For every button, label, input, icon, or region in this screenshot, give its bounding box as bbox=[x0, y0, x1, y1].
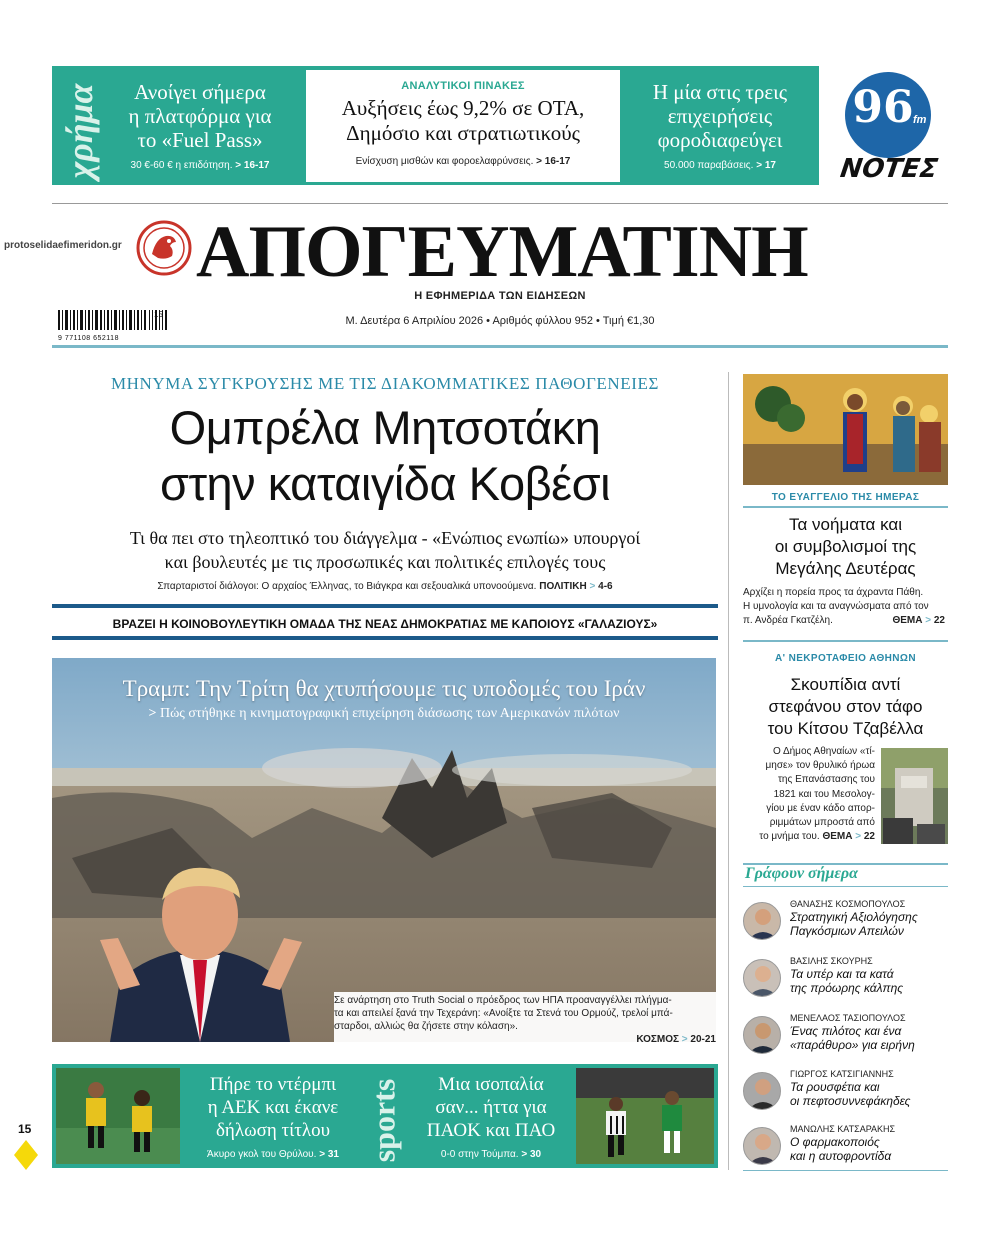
aek-sub: Άκυρο γκολ του Θρύλου. > 31 bbox=[207, 1149, 339, 1160]
gospel-kicker: ΤΟ ΕΥΑΓΓΕΛΙΟ ΤΗΣ ΗΜΕΡΑΣ bbox=[771, 492, 920, 503]
gospel-body: Αρχίζει η πορεία προς τα άχραντα Πάθη. Η υμνολογία και τα αναγνώσματα από τον π. Ανδρέα Γκατζέλη. ΘΕΜΑ > 22 bbox=[743, 587, 945, 626]
lead-rule-bottom bbox=[52, 636, 718, 640]
radio-promo[interactable] bbox=[835, 70, 945, 188]
paok-photo[interactable] bbox=[576, 1068, 714, 1164]
photo-caption: Σε ανάρτηση στο Truth Social ο πρόεδρος των ΗΠΑ προαναγγέλλει πλήγμα- τα και απειλεί ξανά την Τεχεράνη: «Ανοίξτε τα Στενά του Ορμούζ, τρελοί μπά- σταρδοι, αλλιώς θα ζήσετε στην κόλαση». ΚΟΣΜΟΣ > 20-21 bbox=[334, 992, 718, 1048]
sidebar-rule-3 bbox=[743, 886, 948, 887]
columnist-1[interactable]: ΘΑΝΑΣΗΣ ΚΟΣΜΟΠΟΥΛΟΣ Στρατηγική Αξιολόγησης Παγκόσμιων Απειλών bbox=[743, 898, 953, 950]
cemetery-body: Ο Δήμος Αθηναίων «τί- μησε» τον θρυλικό ήρωα της Επανάστασης του 1821 και του Μεσολογ- γίου με έναν κάδο απορ- ριμμάτων μπροστά από το μνήμα του. ΘΕΜΑ > 22 bbox=[759, 746, 875, 843]
lead-kicker: ΜΗΝΥΜΑ ΣΥΓΚΡΟΥΣΗΣ ΜΕ ΤΙΣ ΔΙΑΚΟΜΜΑΤΙΚΕΣ ΠΑΘΟΓΕΝΕΙΕΣ bbox=[110, 374, 660, 393]
gospel-headline[interactable]: Τα νοήματα και οι συμβολισμοί της Μεγάλης Δευτέρας bbox=[774, 515, 917, 578]
aek-photo[interactable] bbox=[56, 1068, 180, 1164]
lead-rule-top bbox=[52, 604, 718, 608]
lead-sub: Σπαρταριστοί διάλογοι: Ο αρχαίος Έλληνας, το Βιάγκρα και σεξουαλικά υπονοούμενα. ΠΟΛΙΤΙΚΗ > 4-6 bbox=[157, 581, 613, 592]
grave-photo[interactable] bbox=[881, 748, 948, 844]
cemetery-headline[interactable]: Σκουπίδια αντί στεφάνου στον τάφο του Κίτσου Τζαβέλλα bbox=[767, 675, 924, 738]
photo-headline[interactable]: Τραμπ: Την Τρίτη θα χτυπήσουμε τις υποδομές του Ιράν bbox=[122, 676, 646, 701]
salary-headline: Αυξήσεις έως 9,2% σε ΟΤΑ, Δημόσιο και στρατιωτικούς bbox=[341, 96, 585, 145]
lead-headline[interactable]: Ομπρέλα Μητσοτάκη στην καταιγίδα Κοβέσι bbox=[159, 401, 611, 510]
masthead-tagline: Η ΕΦΗΜΕΡΙΔΑ ΤΩΝ ΕΙΔΗΣΕΩΝ bbox=[414, 290, 586, 302]
money-headline[interactable]: Ανοίγει σήμερα η πλατφόρμα για το «Fuel Pass» bbox=[128, 80, 272, 152]
columnists-title: Γράφουν σήμερα bbox=[745, 865, 859, 882]
columnist-4[interactable]: ΓΙΩΡΓΟΣ ΚΑΤΣΙΓΙΑΝΝΗΣ Τα ρουσφέτια και οι πεφτοσυννεφάκηδες bbox=[743, 1068, 953, 1120]
icon-photo[interactable] bbox=[743, 374, 948, 485]
masthead-logo-icon bbox=[136, 220, 192, 276]
cemetery-kicker: Α' ΝΕΚΡΟΤΑΦΕΙΟ ΑΘΗΝΩΝ bbox=[775, 653, 916, 664]
barcode-issue: 15 bbox=[154, 310, 163, 319]
avatar bbox=[743, 1016, 781, 1054]
date-line: Μ. Δευτέρα 6 Απριλίου 2026 • Αριθμός φύλλου 952 • Τιμή €1,30 bbox=[345, 315, 655, 327]
columnist-2[interactable]: ΒΑΣΙΛΗΣ ΣΚΟΥΡΗΣ Τα υπέρ και τα κατά της πρόωρης κάλπης bbox=[743, 955, 953, 1007]
side-url: protoselidaefimeridon.gr bbox=[4, 240, 122, 251]
salary-sub: Ενίσχυση μισθών και φοροελαφρύνσεις. > 16-17 bbox=[355, 156, 571, 167]
lead-deck: Τι θα πει στο τηλεοπτικό του διάγγελμα - «Ενώπιος ενωπίω» υπουργοί και βουλευτές με τις προσωπικές και πολιτικές επιλογές τους bbox=[129, 528, 641, 572]
money-sub: 30 €-60 € η επιδότηση. > 16-17 bbox=[130, 160, 270, 171]
masthead-title: ΑΠΟΓΕΥΜΑΤΙΝΗ bbox=[196, 211, 808, 293]
avatar bbox=[743, 959, 781, 997]
trump-portrait bbox=[80, 860, 320, 1042]
masthead-rule bbox=[52, 345, 948, 348]
paok-headline[interactable]: Μια ισοπαλία σαν... ήττα για ΠΑΟΚ και ΠΑΟ bbox=[426, 1074, 556, 1141]
radio-suffix: fm bbox=[913, 114, 927, 126]
paok-sub: 0-0 στην Τούμπα. > 30 bbox=[440, 1149, 542, 1160]
barcode: 9 771108 652118 bbox=[58, 310, 172, 338]
columnist-3[interactable]: ΜΕΝΕΛΑΟΣ ΤΑΣΙΟΠΟΥΛΟΣ Ένας πιλότος και ένα «παράθυρο» για ειρήνη bbox=[743, 1012, 953, 1064]
lead-banner: ΒΡΑΖΕΙ Η ΚΟΙΝΟΒΟΥΛΕΥΤΙΚΗ ΟΜΑΔΑ ΤΗΣ ΝΕΑΣ ΔΗΜΟΚΡΑΤΙΑΣ ΜΕ ΚΑΠΟΙΟΥΣ «ΓΑΛΑΖΙΟΥΣ» bbox=[112, 617, 658, 631]
tax-evasion-headline[interactable]: Η μία στις τρεις επιχειρήσεις φοροδιαφεύγει bbox=[652, 80, 788, 152]
sidebar-divider bbox=[728, 372, 729, 1170]
photo-sub: > Πώς στήθηκε η κινηματογραφική επιχείρηση διάσωσης των Αμερικανών πιλότων bbox=[148, 706, 620, 721]
divider bbox=[52, 203, 948, 204]
aek-headline[interactable]: Πήρε το ντέρμπι η ΑΕΚ και έκανε δήλωση τίτλου bbox=[207, 1074, 339, 1141]
avatar bbox=[743, 902, 781, 940]
sidebar-rule-1 bbox=[743, 640, 948, 642]
radio-number: 96 bbox=[852, 82, 914, 133]
salary-kicker: ΑΝΑΛΥΤΙΚΟΙ ΠΙΝΑΚΕΣ bbox=[401, 80, 525, 92]
radio-name: ΝΟΤΕΣ bbox=[838, 154, 940, 184]
vertical-tag-sports: sports bbox=[365, 1078, 402, 1163]
diamond-icon bbox=[14, 1140, 38, 1170]
tax-evasion-sub: 50.000 παραβάσεις. > 17 bbox=[664, 160, 776, 171]
avatar bbox=[743, 1072, 781, 1110]
vertical-tag-money: χρήμα bbox=[60, 83, 100, 179]
sidebar-bottom-rule bbox=[743, 1170, 948, 1171]
page-number: 15 bbox=[18, 1122, 32, 1136]
columnist-5[interactable]: ΜΑΝΩΛΗΣ ΚΑΤΣΑΡΑΚΗΣ Ο φαρμακοποιός και η αυτοφροντίδα bbox=[743, 1123, 953, 1175]
avatar bbox=[743, 1127, 781, 1165]
